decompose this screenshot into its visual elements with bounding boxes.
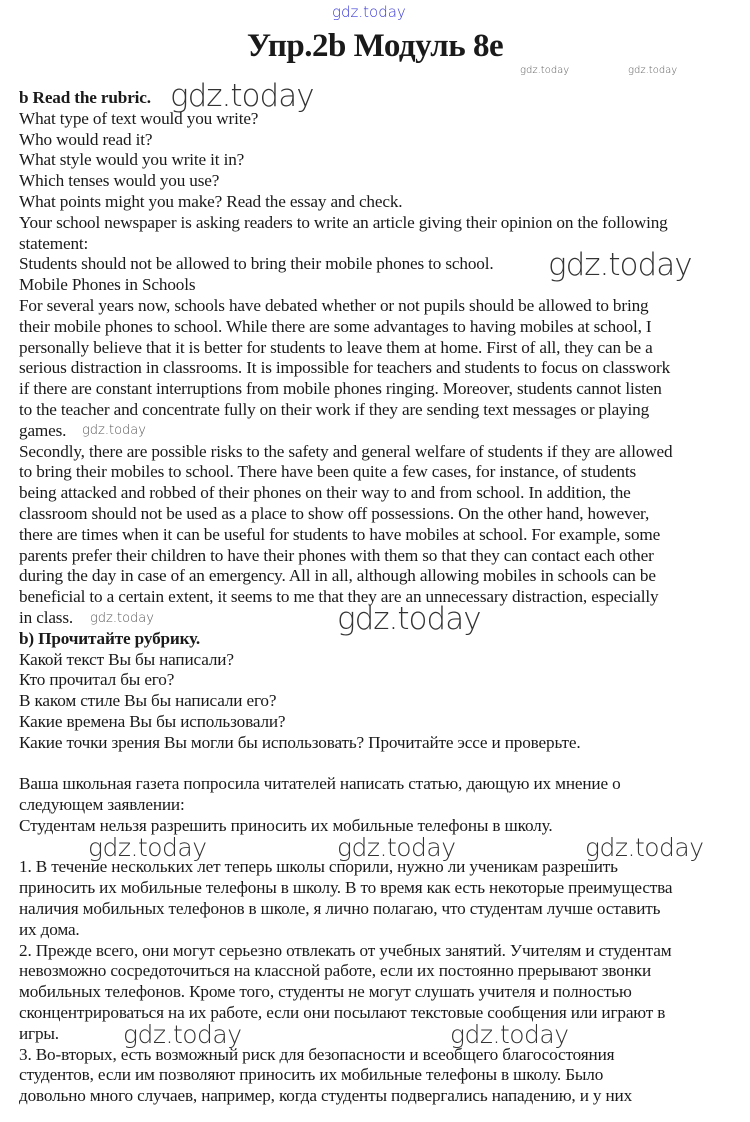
watermark: gdz.today [123, 1020, 242, 1049]
text-line: statement: [19, 233, 89, 253]
watermark: gdz.today [82, 423, 146, 438]
text-line: there are times when it can be useful for students to have mobiles at school. For example, some [19, 524, 661, 544]
text-line: наличия мобильных телефонов в школе, я лично полагаю, что студентам лучше оставить [19, 899, 661, 919]
text-line: For several years now, schools have debated whether or not pupils should be allowed to bring [19, 295, 649, 315]
watermark: gdz.today [337, 833, 456, 862]
text-line: довольно много случаев, например, когда студенты подвергались нападению, и у них [19, 1086, 633, 1106]
text-line: during the day in case of an emergency. All in all, although allowing mobiles in schools can be [19, 566, 656, 586]
text-line: 1. В течение нескольких лет теперь школы спорили, нужно ли ученикам разрешить [19, 857, 618, 877]
watermark: gdz.today [450, 1020, 569, 1049]
text-line: What points might you make? Read the essay and check. [19, 191, 403, 211]
text-line: Who would read it? [19, 129, 153, 149]
text-line: Which tenses would you use? [19, 171, 220, 191]
text-line: Your school newspaper is asking readers to write an article giving their opinion on the following [19, 212, 668, 232]
text-line: What type of text would you write? [19, 108, 259, 128]
text-line: being attacked and robbed of their phones on their way to and from school. In addition, the [19, 483, 631, 503]
text-line: Какой текст Вы бы написали? [19, 649, 234, 669]
section-heading: b) Прочитайте рубрику. [19, 628, 201, 648]
text-line: Кто прочитал бы его? [19, 670, 175, 690]
text-line: мобильных телефонов. Кроме того, студенты не могут слушать учителя и полностью [19, 982, 632, 1002]
text-line [19, 754, 740, 775]
watermark: gdz.today [337, 601, 481, 637]
text-line: Какие времена Вы бы использовали? [19, 711, 286, 731]
text-line: Студентам нельзя разрешить приносить их мобильные телефоны в школу. [19, 815, 553, 835]
text-line: to bring their mobiles to school. There have been quite a few cases, for instance, of students [19, 462, 637, 482]
text-line: игры. [19, 1023, 59, 1043]
text-line: Students should not be allowed to bring their mobile phones to school. [19, 254, 494, 274]
text-line: Ваша школьная газета попросила читателей написать статью, дающую их мнение о [19, 774, 621, 794]
section-heading: b Read the rubric. [19, 88, 151, 107]
watermark: gdz.today [548, 247, 692, 283]
watermark: gdz.today [628, 65, 678, 76]
page-title: Упр.2b Модуль 8e [246, 28, 504, 64]
text-line: personally believe that it is better for students to leave them at home. First of all, they can be a [19, 337, 653, 357]
text-line: serious distraction in classrooms. It is impossible for teachers and students to focus on classwork [19, 358, 671, 378]
watermark: gdz.today [88, 833, 207, 862]
text-line: to the teacher and concentrate fully on their work if they are sending text messages or playing [19, 399, 650, 419]
watermark: gdz.today [520, 65, 570, 76]
text-line: Secondly, there are possible risks to the safety and general welfare of students if they are allowed [19, 441, 673, 461]
text-line: their mobile phones to school. While there are some advantages to having mobiles at school, I [19, 316, 652, 336]
text-line: невозможно сосредоточиться на классной работе, если их постоянно прерывают звонки [19, 961, 652, 981]
text-line: Mobile Phones in Schools [19, 275, 196, 295]
watermark: gdz.today [170, 78, 314, 114]
watermark-logo: gdz.today [332, 3, 406, 21]
text-line: if there are constant interruptions from mobile phones ringing. Moreover, students cannot listen [19, 379, 662, 399]
text-line: 2. Прежде всего, они могут серьезно отвлекать от учебных занятий. Учителям и студентам [19, 940, 672, 960]
text-line: студентов, если им позволяют приносить их мобильные телефоны в школу. Было [19, 1065, 604, 1085]
watermark: gdz.today [585, 833, 704, 862]
watermark: gdz.today [90, 611, 154, 626]
text-line: beneficial to a certain extent, it seems to me that they are an unnecessary distraction, especially [19, 587, 659, 607]
text-line: parents prefer their children to have their phones with them so that they can contact each other [19, 545, 654, 565]
text-line: What style would you write it in? [19, 150, 245, 170]
text-line: in class. [19, 607, 74, 627]
text-line: 3. Во-вторых, есть возможный риск для безопасности и всеобщего благосостояния [19, 1044, 615, 1064]
text-line: их дома. [19, 919, 80, 939]
text-line: сконцентрироваться на их работе, если они посылают текстовые сообщения или играют в [19, 1003, 666, 1023]
text-line: classroom should not be used as a place to show off possessions. On the other hand, however, [19, 503, 650, 523]
document-body [19, 78, 740, 1107]
text-line: приносить их мобильные телефоны в школу. В то время как есть некоторые преимущества [19, 878, 673, 898]
text-line: games. [19, 420, 67, 440]
text-line: В каком стиле Вы бы написали его? [19, 691, 277, 711]
text-line: Какие точки зрения Вы могли бы использовать? Прочитайте эссе и проверьте. [19, 732, 581, 752]
text-line: следующем заявлении: [19, 795, 185, 815]
